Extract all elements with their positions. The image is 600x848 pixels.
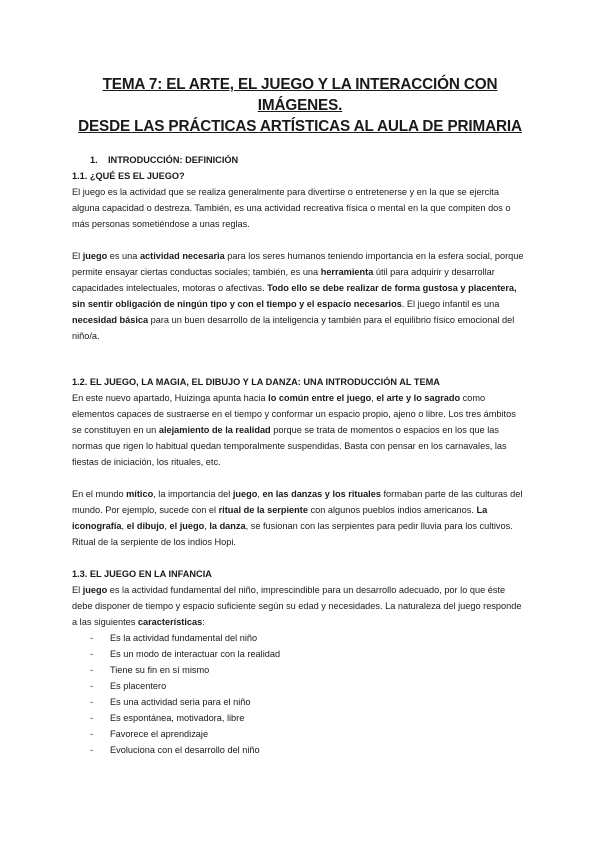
text-run: , se fusionan con las serpientes para pedir lluvia para los cultivos. Ritual de la serpiente de los indios Hopi. (72, 521, 513, 547)
text-run: En el mundo (72, 489, 127, 499)
list-item: - Es placentero (90, 678, 528, 694)
title-line-2: DESDE LAS PRÁCTICAS ARTÍSTICAS AL AULA DE PRIMARIA (78, 118, 522, 135)
text-run: como elementos capaces de sustraerse en el tiempo y conformar un espacio propio, ajeno o libre. Los tres ámbitos se constituyen en un (72, 393, 516, 435)
text-run: . El juego infantil es una (401, 299, 500, 309)
bold-run: Todo ello se debe realizar de forma gustosa y placentera, sin sentir obligación de ningún tipo y con el tiempo y el espacio necesarios (72, 283, 517, 309)
bold-run: el dibujo (126, 521, 165, 531)
list-item: - Es la actividad fundamental del niño (90, 630, 528, 646)
document-title (72, 74, 528, 137)
bold-run: el juego (169, 521, 205, 531)
list-item: - Favorece el aprendizaje (90, 726, 528, 742)
bold-run: lo común entre el juego (268, 393, 372, 403)
characteristics-list (72, 630, 528, 758)
paragraph-1-2-a (72, 390, 528, 470)
bold-run: juego (82, 585, 108, 595)
text-run: El (72, 585, 83, 595)
text-run: , (121, 521, 127, 531)
bold-run: juego (82, 251, 108, 261)
bold-run: herramienta (320, 267, 374, 277)
section-title: INTRODUCCIÓN: DEFINICIÓN (108, 155, 239, 165)
text-run: porque se trata de momentos o espacios en los que las normas que rigen lo habitual quedan temporalmente suspendidas. Basta con pensar en los carnavales, las fiestas de iniciación, los rituales, etc. (72, 425, 507, 467)
text-run: El (72, 251, 83, 261)
text-run: útil para adquirir y desarrollar capacidades intelectuales, motoras o afectivas. (72, 267, 495, 293)
bold-run: la danza (209, 521, 246, 531)
section-number: 1. (90, 155, 98, 165)
subsection-heading-1-3: 1.3. EL JUEGO EN LA INFANCIA (72, 569, 212, 579)
list-item: - Evoluciona con el desarrollo del niño (90, 742, 528, 758)
bold-run: características (137, 617, 203, 627)
text-run: , (204, 521, 210, 531)
title-line-1: TEMA 7: EL ARTE, EL JUEGO Y LA INTERACCIÓN CON IMÁGENES. (102, 76, 498, 114)
bold-run: La iconografía (72, 505, 488, 531)
text-run: , (371, 393, 377, 403)
text-run: formaban parte de las culturas del mundo. Por ejemplo, sucede con el (72, 489, 523, 515)
list-item: - Tiene su fin en sí mismo (90, 662, 528, 678)
bold-run: en las danzas y los rituales (262, 489, 381, 499)
text-run: En este nuevo apartado, Huizinga apunta hacia (72, 393, 269, 403)
text-run: es una (107, 251, 140, 261)
bold-run: alejamiento de la realidad (158, 425, 271, 435)
subsection-heading-1-1: 1.1. ¿QUÉ ES EL JUEGO? (72, 171, 185, 181)
text-run: , (257, 489, 263, 499)
bold-run: necesidad básica (72, 315, 149, 325)
document-body (72, 152, 528, 758)
bold-run: juego (232, 489, 258, 499)
list-item: - Es una actividad seria para el niño (90, 694, 528, 710)
list-item: - Es un modo de interactuar con la realidad (90, 646, 528, 662)
bold-run: el arte y lo sagrado (376, 393, 461, 403)
document-page (72, 74, 528, 758)
bold-run: ritual de la serpiente (218, 505, 308, 515)
bold-run: actividad necesaria (139, 251, 225, 261)
list-item: - Es espontánea, motivadora, libre (90, 710, 528, 726)
subsection-heading-1-2: 1.2. EL JUEGO, LA MAGIA, EL DIBUJO Y LA DANZA: UNA INTRODUCCIÓN AL TEMA (72, 377, 440, 387)
text-run: con algunos pueblos indios americanos. (307, 505, 477, 515)
paragraph-1-1-b (72, 248, 528, 344)
paragraph-1-2-b (72, 486, 528, 550)
paragraph-1-3-a (72, 582, 528, 630)
section-heading (90, 152, 528, 168)
text-run: , (164, 521, 170, 531)
text-run: es la actividad fundamental del niño, imprescindible para un desarrollo adecuado, por lo que éste debe disponer de tiempo y espacio suficiente según su edad y necesidades. La naturaleza del juego responde a las siguientes (72, 585, 522, 627)
text-run: para los seres humanos teniendo importancia en la esfera social, porque permite ensayar ciertas conductas sociales; también, es una (72, 251, 524, 277)
text-run: para un buen desarrollo de la inteligencia y también para el equilibrio físico emocional del niño/a. (72, 315, 515, 341)
bold-run: mítico (126, 489, 154, 499)
text-run: , la importancia del (153, 489, 233, 499)
text-run: : (202, 617, 205, 627)
paragraph-1-1-a: El juego es la actividad que se realiza generalmente para divertirse o entretenerse y en la que se ejercita alguna capacidad o destreza. También, es una actividad recreativa física o mental en la que compiten dos o más personas sometiéndose a unas reglas. (72, 187, 511, 229)
